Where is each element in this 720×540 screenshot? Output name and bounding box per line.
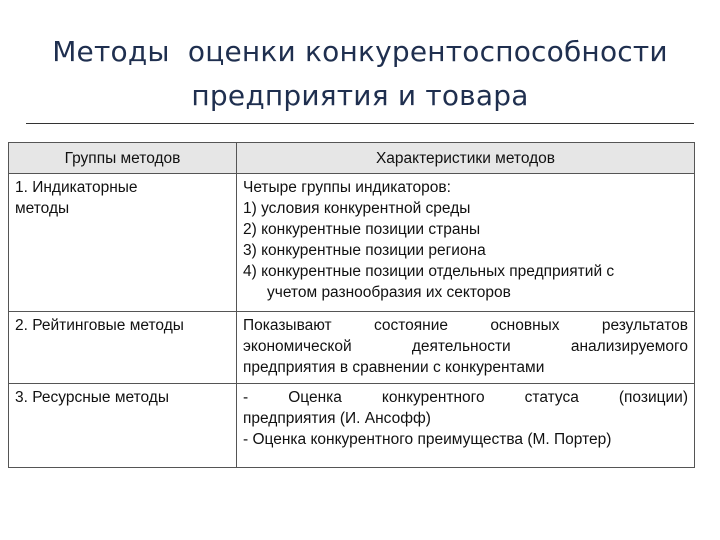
title-divider [26, 123, 694, 124]
methods-table [8, 142, 695, 468]
slide-title [0, 30, 720, 118]
description-line: Показывают состояние основных результатов [243, 317, 688, 334]
group-text: 3. Ресурсные методы [15, 389, 169, 406]
description-line: 3) конкурентные позиции региона [243, 242, 486, 259]
description-cell [237, 174, 695, 312]
description-line: предприятия в сравнении с конкурентами [243, 359, 545, 376]
description-cell [237, 312, 695, 384]
description-line: экономической деятельности анализируемого [243, 338, 688, 355]
description-line: предприятия (И. Ансофф) [243, 410, 431, 427]
table-header-row [9, 143, 695, 174]
description-line: учетом разнообразия их секторов [267, 284, 511, 301]
title-line-1: Методы оценки конкурентоспособности [52, 35, 668, 68]
group-cell [9, 312, 237, 384]
description-line: - Оценка конкурентного преимущества (М. Портер) [243, 431, 612, 448]
description-line: 2) конкурентные позиции страны [243, 221, 481, 238]
group-text: 2. Рейтинговые методы [15, 317, 184, 334]
description-cell [237, 384, 695, 468]
table-row [9, 174, 695, 312]
header-characteristics: Характеристики методов [237, 143, 695, 174]
group-text: методы [15, 200, 70, 217]
header-groups: Группы методов [9, 143, 237, 174]
table-row [9, 312, 695, 384]
group-cell [9, 384, 237, 468]
description-line: 1) условия конкурентной среды [243, 200, 471, 217]
table-row [9, 384, 695, 468]
description-line: Четыре группы индикаторов: [243, 179, 451, 196]
description-line: 4) конкурентные позиции отдельных предприятий с [243, 263, 615, 280]
group-cell [9, 174, 237, 312]
group-text: 1. Индикаторные [15, 179, 138, 196]
description-line: - Оценка конкурентного статуса (позиции) [243, 389, 688, 406]
title-line-2: предприятия и товара [191, 79, 529, 112]
